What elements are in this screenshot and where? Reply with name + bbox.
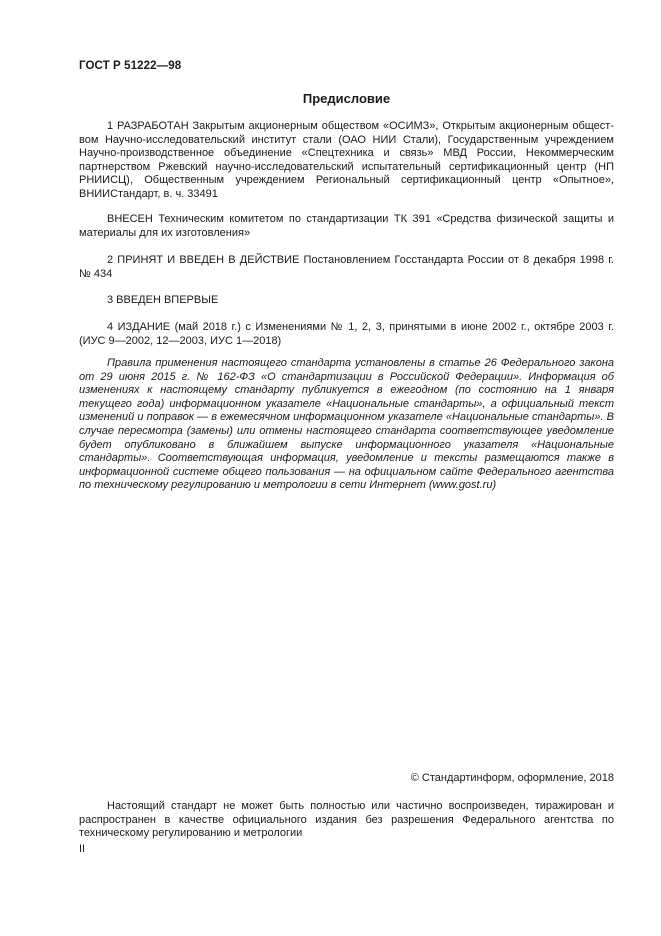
foreword-item-first-introduced [79, 294, 614, 308]
reprint-restriction [79, 800, 614, 841]
foreword-item-text: 3 ВВЕДЕН ВПЕРВЫЕ [107, 294, 219, 306]
foreword-item-developed [79, 120, 614, 202]
notice-text: Правила применения настоящего стандарта установлены в статье 26 Федерального закона от 29 июня 2015 г. № 162-ФЗ «О стандартизации в Российской Федерации». Информация об изменениях к настоящему стандарту публикуется в ежегодном (по состоянию на 1 января текущего года) информационном указателе «Национальные стандарты», а официальный текст изменений и поправок — в ежемесячном информационном указателе «Национальные стандарты». В случае пересмотра (замены) или отмены настоящего стандарта соответствующее уведомление будет опубликовано в ближайшем выпуске информационного указателя «Национальные стандарты». Соответствующая информация, уведомление и тексты размещаются также в информационной системе общего пользования — на официальном сайте Федерального агентства по техническому регулированию и метрологии в сети Интернет (www.gost.ru) [79, 357, 614, 492]
standard-code: ГОСТ Р 51222—98 [79, 60, 182, 72]
foreword-item-adopted [79, 254, 614, 281]
foreword-item-text: ВНЕСЕН Техническим комитетом по стандартизации ТК 391 «Средства физической защиты и материалы для их изготовления» [79, 213, 614, 239]
copyright-line: © Стандартинформ, оформление, 2018 [410, 772, 614, 784]
reprint-text: Настоящий стандарт не может быть полностью или частично воспроизведен, тиражирован и распространен в качестве официального издания без разрешения Федерального агентства по техническому регулированию и метрологии [79, 800, 614, 840]
foreword-item-text: 1 РАЗРАБОТАН Закрытым акционерным обществом «ОСИМЗ», Открытым акционерным обществом Научно-исследовательский институт стали (ОАО НИИ Стали), Государственным учреждением Научно-производственное объединение «Спецтехника и связь» МВД России, Некоммерческим партнерством Ржевский научно-исследовательский испытательный сертификационный центр (НП РНИИСЦ), Общественным учреждением Региональный сертификационный центр «Опытное», ВНИИСтандарт, в. ч. 33491 [79, 120, 614, 200]
page-number: II [79, 843, 86, 855]
foreword-item-text: 2 ПРИНЯТ И ВВЕДЕН В ДЕЙСТВИЕ Постановлением Госстандарта России от 8 декабря 1998 г. № 434 [79, 254, 614, 280]
foreword-item-introduced [79, 213, 614, 240]
application-rules-notice [79, 357, 614, 493]
foreword-title: Предисловие [302, 91, 391, 106]
foreword-item-edition [79, 321, 614, 348]
foreword-item-text: 4 ИЗДАНИЕ (май 2018 г.) с Изменениями № 1, 2, 3, принятыми в июне 2002 г., октябре 2003 г. (ИУС 9—2002, 12—2003, ИУС 1—2018) [79, 321, 614, 347]
